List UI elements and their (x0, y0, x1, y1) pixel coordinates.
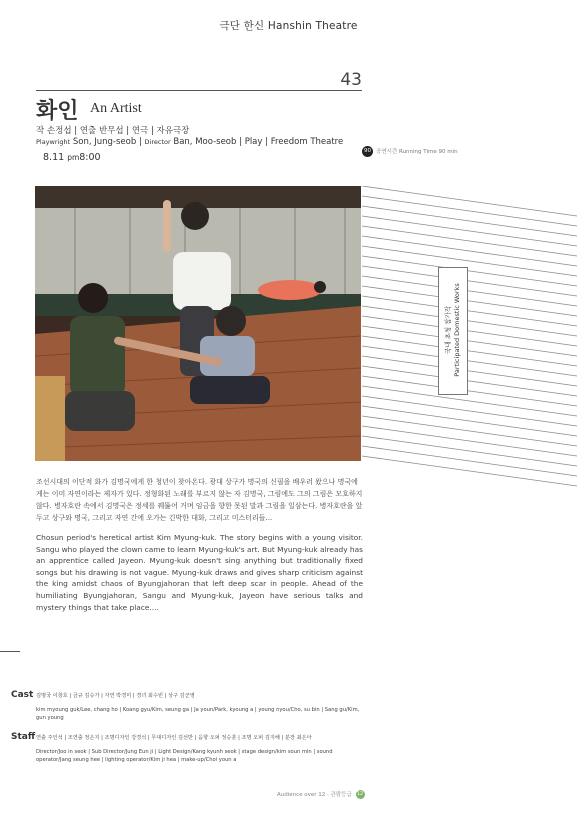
playwright-name: Son, Jung-seob (72, 137, 137, 147)
decorative-stripes (362, 186, 577, 496)
audience-rating (277, 790, 365, 799)
running-time-text: 공연시간 Running Time 90 min (376, 149, 458, 155)
credits-korean: 작 손정섭 | 연출 반무섭 | 연극 | 자유극장 (36, 126, 190, 136)
page-number: 43 (340, 70, 362, 90)
category-label-korean: 국내 초청 참가작 (444, 305, 452, 355)
director-label: Director (144, 138, 171, 146)
director-name: Ban, Moo-seob (173, 137, 237, 147)
cast-korean: 김명국 이창호 | 금규 김승가 | 자연 박경미 | 경녀 최수빈 | 상구 김군영 (36, 693, 195, 699)
credits-separator: | (239, 137, 242, 147)
age-rating-badge: 12 (356, 791, 364, 797)
cast-english: kim myoung guk/Lee, chang ho | Koang gyu/Kim, seung ga | Ja youn/Park, kyoung a | young nyou/Cho, su bin | Sang gu/Kim, gun young (36, 707, 360, 721)
synopsis-english: Chosun period's heretical artist Kim Myung-kuk. The story begins with a young visitor. Sangu who played the clown came to learn Myung-kuk's art. But Myung-kuk already has an apprentice called Jayeon. Myung-kuk doesn't sing anything but traditionally fixed songs but his drawing is not vague. Myung-kuk draws and gives sharp criticism against the king amidst chaos of Byungjahoran that left deep scar in people. Ahead of the humiliating Byungjahoran, Sangu and Myung-kuk, Jayeon have serious talks and mystery things that take place.... (36, 533, 363, 612)
staff-label: Staff (11, 732, 36, 742)
theatre-header: 극단 한신 Hanshin Theatre (219, 20, 358, 32)
synopsis-korean: 조선시대의 이단적 화가 김명국에게 한 청년이 찾아온다. 광대 상구가 명국의 신필을 배우러 왔으나 명국에게는 이미 자연이라는 제자가 있다. 정형화된 노래를 부르지 않는 자 김명국, 그림에도 그의 그림은 모호하지 않다. 병자호란 속에서 김명국은 정세를 꿰뚫어 거며 임금을 향한 못된 말과 그림을 일삼는다. 병자호란을 앞두고 상구와 명국, 그리고 자연 간에 오가는 긴박한 대화, 그리고 미스터리들... (36, 478, 363, 522)
performance-date: 8.11 (43, 152, 65, 163)
credits-english (36, 137, 343, 147)
playwright-label: Playwright (36, 138, 71, 146)
performance-schedule (43, 152, 101, 163)
credits-separator: | (265, 137, 268, 147)
performance-time-prefix: pm (67, 153, 80, 162)
credits-separator: | (138, 137, 142, 147)
title-divider (36, 90, 362, 91)
performance-time: 8:00 (79, 152, 101, 163)
side-divider (0, 651, 20, 652)
audience-rating-text: Audience over 12 · 관람등급 (277, 792, 352, 798)
running-time (362, 146, 458, 157)
title-english: An Artist (90, 101, 142, 116)
title-korean: 화인 (36, 98, 79, 124)
running-time-badge: 90 (362, 146, 373, 157)
category-label (444, 283, 462, 376)
production-photo (35, 186, 361, 461)
staff-korean: 연출 주인석 | 조연출 정은지 | 조명디자인 강경석 | 무대디자인 김선반 | 음향 오퍼 정승훈 | 조명 오퍼 김지해 | 분장 최은아 (36, 735, 312, 741)
category-label-english: Participated Domestic Works (453, 283, 461, 377)
staff-english: Director/Joo in seok | Sub Director/Jung Eun ji | Light Design/Kang kyunh seok | stage design/kim soun min | sound operator/Jang seung hee | lighting operator/Kim ji hea | make-up/Choi youn a (36, 749, 333, 763)
genre: Play (244, 137, 263, 147)
venue: Freedom Theatre (270, 137, 344, 147)
cast-label: Cast (11, 690, 34, 700)
